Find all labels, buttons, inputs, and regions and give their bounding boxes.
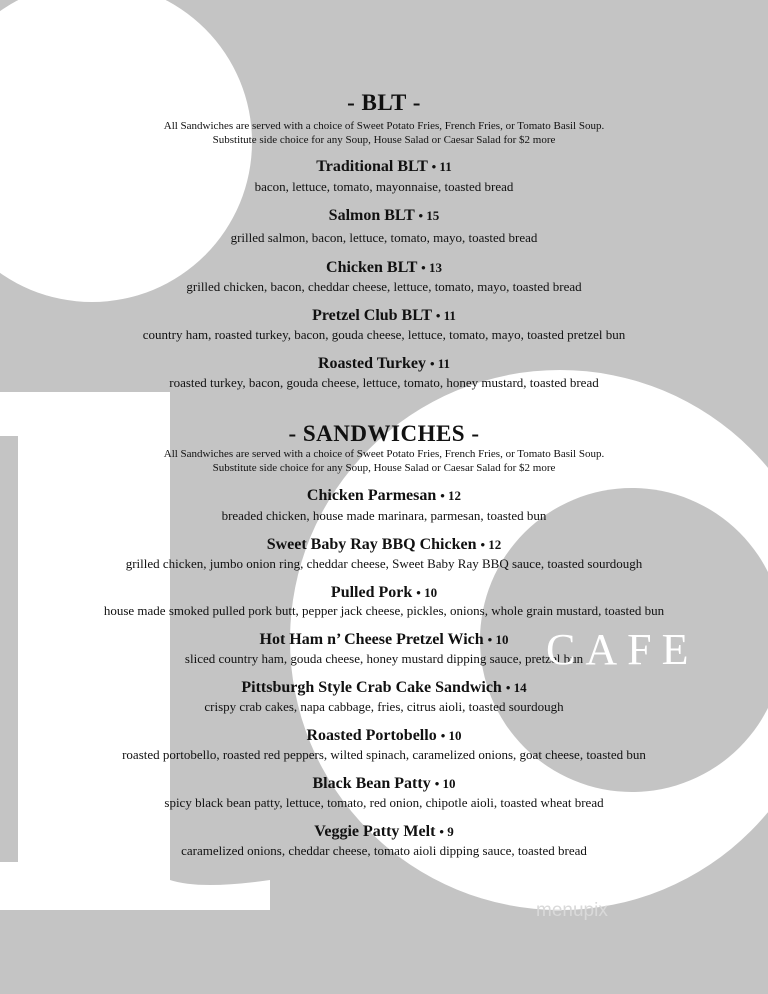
menu-item-name: Pretzel Club BLT • 11	[312, 307, 456, 324]
menu-item-name: Chicken Parmesan • 12	[306, 487, 462, 504]
sandwiches-section-title: - SANDWICHES -	[288, 421, 480, 446]
menu-item-name: Veggie Patty Melt • 9	[314, 823, 454, 840]
menu-item-name: Salmon BLT • 15	[328, 207, 440, 224]
menu-item-description: grilled chicken, jumbo onion ring, cheddar cheese, Sweet Baby Ray BBQ sauce, toasted sourdough	[125, 556, 643, 571]
menu-item-name: Black Bean Patty • 10	[312, 775, 456, 792]
blt-note-line-1: All Sandwiches are served with a choice of Sweet Potato Fries, French Fries, or Tomato Basil Soup.	[163, 120, 605, 132]
menu-item-name: Sweet Baby Ray BBQ Chicken • 12	[266, 536, 502, 553]
menu-item-name: Pulled Pork • 10	[330, 584, 438, 601]
menu-item-description: bacon, lettuce, tomato, mayonnaise, toasted bread	[254, 179, 514, 194]
menu-item-description: sliced country ham, gouda cheese, honey mustard dipping sauce, pretzel bun	[184, 651, 584, 666]
blt-section-title: - BLT -	[347, 90, 421, 115]
menu-item-description: grilled chicken, bacon, cheddar cheese, lettuce, tomato, mayo, toasted bread	[186, 279, 582, 294]
menu-item-description: breaded chicken, house made marinara, parmesan, toasted bun	[221, 508, 547, 523]
menu-item-name: Chicken BLT • 13	[326, 259, 442, 276]
menu-item-name: Roasted Turkey • 11	[317, 355, 451, 372]
menu-item-description: caramelized onions, cheddar cheese, tomato aioli dipping sauce, toasted bread	[181, 843, 587, 858]
menu-item-name: Roasted Portobello • 10	[306, 727, 462, 744]
menu-item-description: roasted turkey, bacon, gouda cheese, lettuce, tomato, honey mustard, toasted bread	[169, 375, 599, 390]
cafe-logo-text: CAFE	[546, 625, 699, 674]
menu-item-description: spicy black bean patty, lettuce, tomato, red onion, chipotle aioli, toasted wheat bread	[164, 795, 604, 810]
menu-item-name: Pittsburgh Style Crab Cake Sandwich • 14	[241, 679, 527, 696]
menu-item-description: crispy crab cakes, napa cabbage, fries, citrus aioli, toasted sourdough	[204, 699, 564, 714]
menu-item-description: country ham, roasted turkey, bacon, gouda cheese, lettuce, tomato, mayo, toasted pretzel bun	[142, 327, 626, 342]
sandwiches-note-line-1: All Sandwiches are served with a choice of Sweet Potato Fries, French Fries, or Tomato Basil Soup.	[163, 448, 605, 460]
menu-item-description: house made smoked pulled pork butt, pepper jack cheese, pickles, onions, whole grain mustard, toasted bun	[103, 603, 665, 618]
blt-note-line-2: Substitute side choice for any Soup, House Salad or Caesar Salad for $2 more	[212, 134, 556, 146]
sandwiches-note-line-2: Substitute side choice for any Soup, House Salad or Caesar Salad for $2 more	[212, 462, 556, 474]
menupix-watermark: menupix	[536, 900, 608, 921]
menu-item-name: Hot Ham n’ Cheese Pretzel Wich • 10	[259, 631, 509, 648]
menu-item-name: Traditional BLT • 11	[316, 158, 452, 175]
menu-item-description: roasted portobello, roasted red peppers, wilted spinach, caramelized onions, goat cheese, toasted bun	[122, 747, 646, 762]
menu-item-description: grilled salmon, bacon, lettuce, tomato, mayo, toasted bread	[230, 230, 538, 245]
